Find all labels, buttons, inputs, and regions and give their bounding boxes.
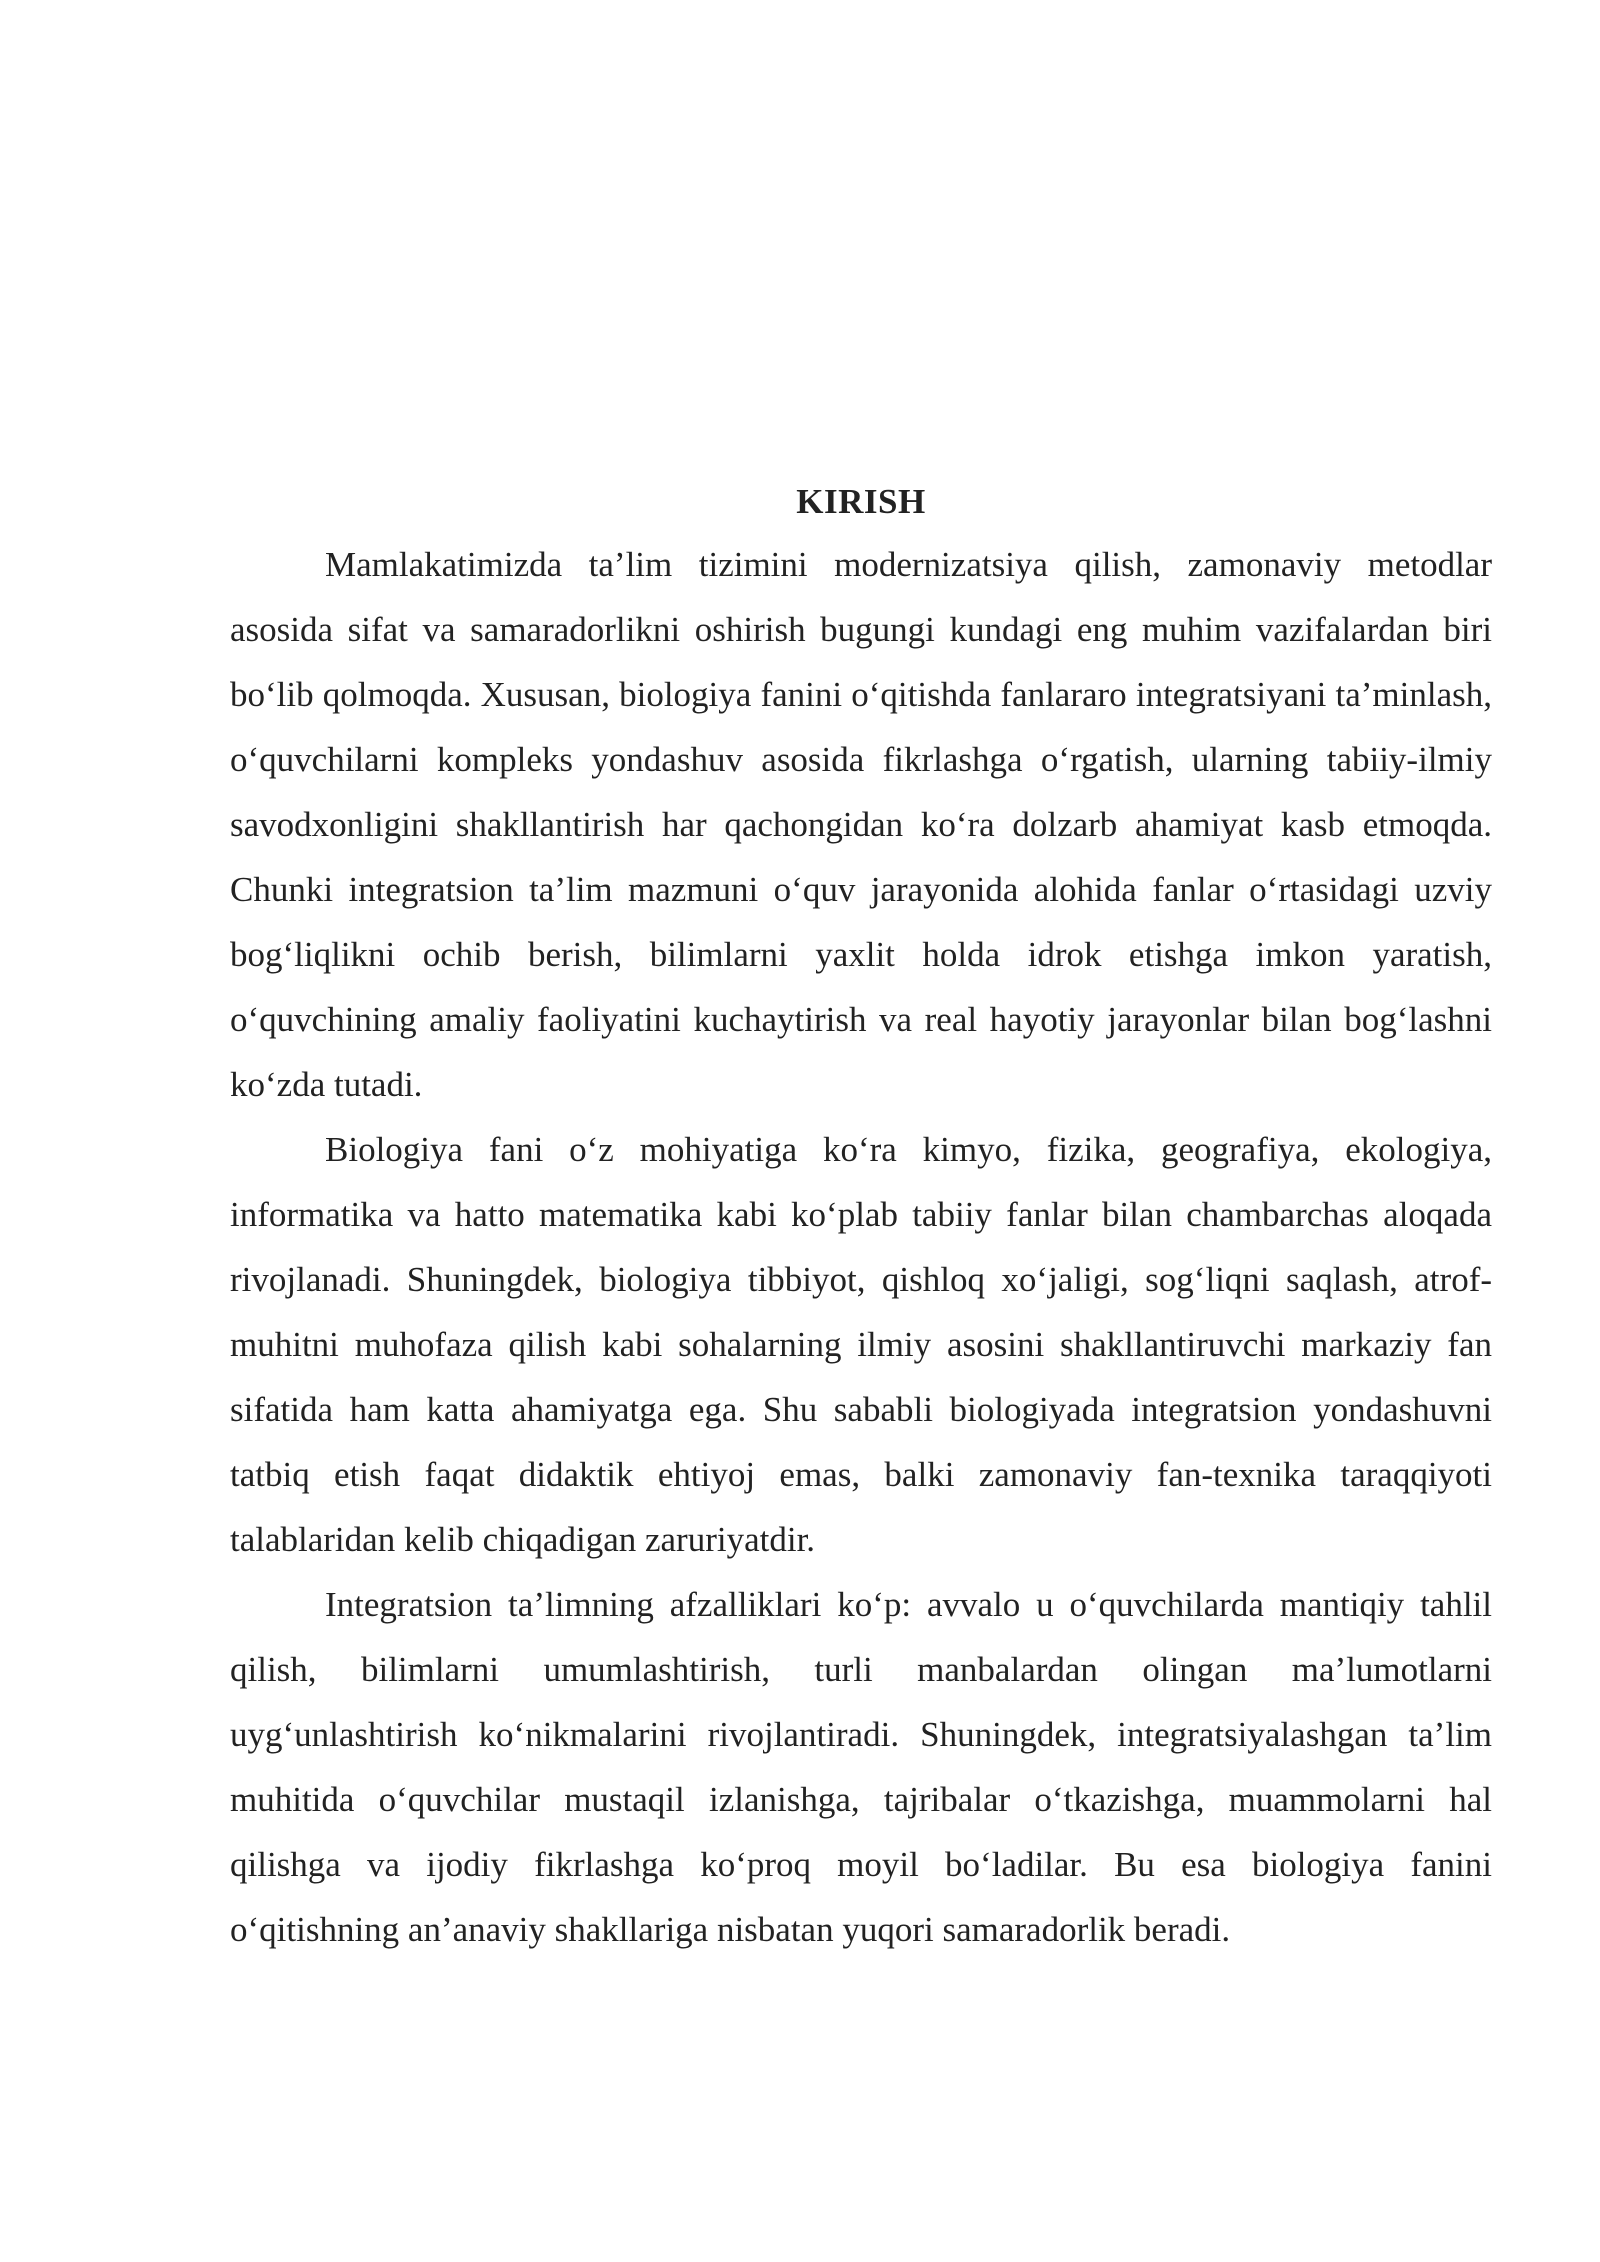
paragraph-2: Biologiya fani o‘z mohiyatiga ko‘ra kimyo, fizika, geografiya, ekologiya, informatika va hatto matematika kabi ko‘plab tabiiy fanlar bilan chambarchas aloqada rivojlanadi. Shuningdek, biologiya tibbiyot, qishloq xo‘jaligi, sog‘liqni saqlash, atrof-muhitni muhofaza qilish kabi sohalarning ilmiy asosini shakllantiruvchi markaziy fan sifatida ham katta ahamiyatga ega. Shu sababli biologiyada integratsion yondashuvni tatbiq etish faqat didaktik ehtiyoj emas, balki zamonaviy fan-texnika taraqqiyoti talablaridan kelib chiqadigan zaruriyatdir.: [230, 1130, 1492, 1559]
paragraph-1: Mamlakatimizda ta’lim tizimini modernizatsiya qilish, zamonaviy metodlar asosida sifat va samaradorlikni oshirish bugungi kundagi eng muhim vazifalardan biri bo‘lib qolmoqda. Xususan, biologiya fanini o‘qitishda fanlararo integratsiyani ta’minlash, o‘quvchilarni kompleks yondashuv asosida fikrlashga o‘rgatish, ularning tabiiy-ilmiy savodxonligini shakllantirish har qachongidan ko‘ra dolzarb ahamiyat kasb etmoqda. Chunki integratsion ta’lim mazmuni o‘quv jarayonida alohida fanlar o‘rtasidagi uzviy bog‘liqlikni ochib berish, bilimlarni yaxlit holda idrok etishga imkon yaratish, o‘quvchining amaliy faoliyatini kuchaytirish va real hayotiy jarayonlar bilan bog‘lashni ko‘zda tutadi.: [230, 545, 1492, 1104]
document-body: [230, 472, 1492, 1962]
page-title: KIRISH: [796, 482, 926, 521]
paragraph-3: Integratsion ta’limning afzalliklari ko‘p: avvalo u o‘quvchilarda mantiqiy tahlil qilish, bilimlarni umumlashtirish, turli manbalardan olingan ma’lumotlarni uyg‘unlashtirish ko‘nikmalarini rivojlantiradi. Shuningdek, integratsiyalashgan ta’lim muhitida o‘quvchilar mustaqil izlanishga, tajribalar o‘tkazishga, muammolarni hal qilishga va ijodiy fikrlashga ko‘proq moyil bo‘ladilar. Bu esa biologiya fanini o‘qitishning an’anaviy shakllariga nisbatan yuqori samaradorlik beradi.: [230, 1585, 1492, 1949]
